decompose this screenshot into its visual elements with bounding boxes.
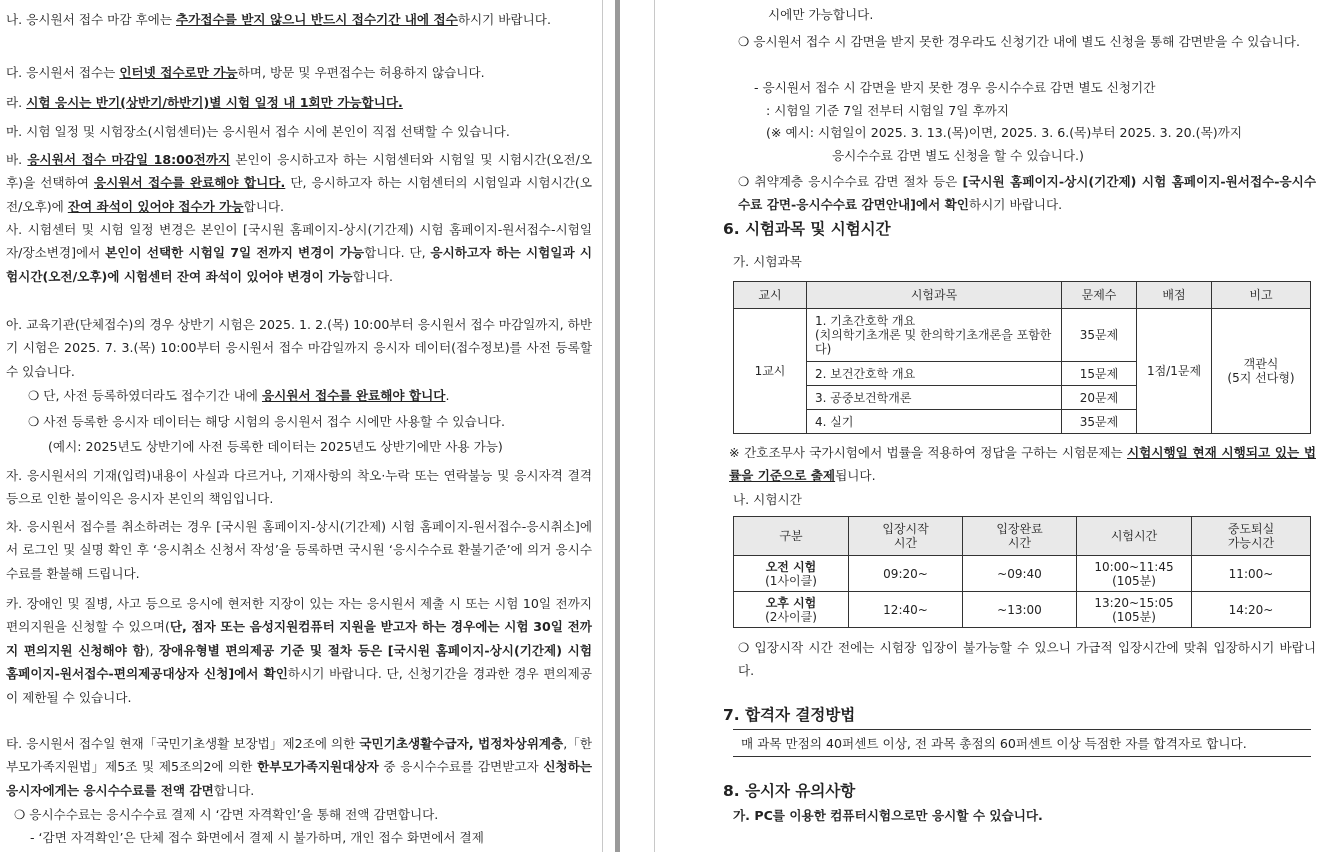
item-a: 아. 교육기관(단체접수)의 경우 상반기 시험은 2025. 1. 2.(목) 10:00부터 응시원서 접수 마감일까지, 하반기 시험은 2025. 7. 3.(목) 10:00부터 응시원서 접수 마감일까지 응시자 데이터(접수정보)를 사전 등록할 수 있습니다. — [6, 317, 592, 379]
cell-leave: 14:20~ — [1192, 592, 1311, 628]
th-leave: 중도퇴실 가능시간 — [1192, 517, 1311, 556]
margin-guide — [602, 0, 603, 852]
cell-entry-start: 12:40~ — [849, 592, 963, 628]
bullet-procedure: ❍ 취약계층 응시수수료 감면 절차 등은 [국시원 홈페이지-상시(기간제) 시험 홈페이지-원서접수-응시수수료 감면-응시수수료 감면안내]에서 확인하시기 바랍니다. — [738, 174, 1316, 213]
cell-note: 객관식 (5지 선다형) — [1212, 309, 1311, 434]
item-a-bullet2: ❍ 사전 등록한 응시자 데이터는 해당 시험의 응시원서 접수 시에만 사용할 수 있습니다. — [28, 414, 505, 429]
cell-leave: 11:00~ — [1192, 556, 1311, 592]
cell-session: 1교시 — [734, 309, 807, 434]
cell-session-name: 오전 시험 (1사이클) — [734, 556, 849, 592]
cell-count: 35문제 — [1062, 309, 1137, 362]
cell-subject: 2. 보건간호학 개요 — [807, 362, 1062, 386]
cell-score: 1점/1문제 — [1137, 309, 1212, 434]
cell-count: 35문제 — [1062, 410, 1137, 434]
th-note: 비고 — [1212, 282, 1311, 309]
subsection-times: 나. 시험시간 — [733, 492, 802, 507]
right-page — [620, 0, 1340, 852]
reduction-example-cont: 응시수수료 감면 별도 신청을 할 수 있습니다.) — [832, 148, 1084, 163]
th-session: 교시 — [734, 282, 807, 309]
cell-entry-end: ~09:40 — [963, 556, 1077, 592]
th-entry-start: 입장시작 시간 — [849, 517, 963, 556]
item-sa: 사. 시험센터 및 시험 일정 변경은 본인이 [국시원 홈페이지-상시(기간제) 시험 홈페이지-원서접수-시험일자/장소변경]에서 본인이 선택한 시험일 7일 전까지 변경이 가능합니다. 단, 응시하고자 하는 시험일과 시험시간(오전/오후)에 시험센터 잔여 좌석이 있어야 변경이 가능합니다. — [6, 222, 592, 284]
reduction-example: (※ 예시: 시험일이 2025. 3. 13.(목)이면, 2025. 3. 6.(목)부터 2025. 3. 20.(목)까지 — [766, 125, 1242, 140]
item-ka: 카. 장애인 및 질병, 사고 등으로 응시에 현저한 지장이 있는 자는 응시원서 제출 시 또는 시험 10일 전까지 편의지원을 신청할 수 있으며(단, 점자 또는 음성지원컴퓨터 지원을 받고자 하는 경우에는 시험 30일 전까지 편의지원 신청해야 함), 장애유형별 편의제공 기준 및 절차 등은 [국시원 홈페이지-상시(기간제) 시험 홈페이지-원서접수-편의제공대상자 신청]에서 확인하시기 바랍니다. 단, 신청기간을 경과한 경우 편의제공이 제한될 수 있습니다. — [6, 596, 592, 705]
cell-entry-end: ~13:00 — [963, 592, 1077, 628]
cell-subject: 3. 공중보건학개론 — [807, 386, 1062, 410]
left-page — [0, 0, 615, 852]
item-ta-sub: - ‘감면 자격확인’은 단체 접수 화면에서 결제 시 불가하며, 개인 접수 화면에서 결제 — [30, 830, 484, 845]
th-type: 구분 — [734, 517, 849, 556]
entry-note: ❍ 입장시작 시간 전에는 시험장 입장이 불가능할 수 있으니 가급적 입장시간에 맞춰 입장하시기 바랍니다. — [738, 640, 1316, 679]
bullet-reduction: ❍ 응시원서 접수 시 감면을 받지 못한 경우라도 신청기간 내에 별도 신청을 통해 감면받을 수 있습니다. — [738, 34, 1300, 49]
cell-count: 15문제 — [1062, 362, 1137, 386]
cell-entry-start: 09:20~ — [849, 556, 963, 592]
item-ma: 마. 시험 일정 및 시험장소(시험센터)는 응시원서 접수 시에 본인이 직접 선택할 수 있습니다. — [6, 124, 510, 139]
cell-session-name: 오후 시험 (2사이클) — [734, 592, 849, 628]
cell-count: 20문제 — [1062, 386, 1137, 410]
item-da: 다. 응시원서 접수는 인터넷 접수로만 가능하며, 방문 및 우편접수는 허용하지 않습니다. — [6, 65, 485, 80]
item-ja: 자. 응시원서의 기재(입력)내용이 사실과 다르거나, 기재사항의 착오·누락 또는 연락불능 및 응시자격 결격 등으로 인한 불이익은 응시자 본인의 책임입니다. — [6, 468, 592, 507]
reduction-range: : 시험일 기준 7일 전부터 시험일 7일 후까지 — [766, 103, 1009, 118]
item-na: 나. 응시원서 접수 마감 후에는 추가접수를 받지 않으니 반드시 접수기간 내에 접수하시기 바랍니다. — [6, 12, 551, 27]
cell-subject: 1. 기초간호학 개요 (치의학기초개론 및 한의학기초개론을 포함한다) — [807, 309, 1062, 362]
item-ta-bullet: ❍ 응시수수료는 응시수수료 결제 시 ‘감면 자격확인’을 통해 전액 감면합니다. — [14, 807, 439, 822]
item-ra: 라. 시험 응시는 반기(상반기/하반기)별 시험 일정 내 1회만 가능합니다. — [6, 95, 403, 110]
th-entry-end: 입장완료 시간 — [963, 517, 1077, 556]
reduction-period: - 응시원서 접수 시 감면을 받지 못한 경우 응시수수료 감면 별도 신청기간 — [754, 80, 1156, 95]
item-a-example: (예시: 2025년도 상반기에 사전 등록한 데이터는 2025년도 상반기에만 사용 가능) — [48, 439, 503, 454]
th-count: 문제수 — [1062, 282, 1137, 309]
item-cha: 차. 응시원서 접수를 취소하려는 경우 [국시원 홈페이지-상시(기간제) 시험 홈페이지-원서접수-응시취소]에서 로그인 및 실명 확인 후 ‘응시취소 신청서 작성’을 등록하면 국시원 ‘응시수수료 환불기준’에 의거 응시수수료를 환불해 드립니다. — [6, 519, 592, 581]
section-6-heading: 6. 시험과목 및 시험시간 — [723, 220, 891, 238]
cell-exam-time: 13:20~15:05 (105분) — [1077, 592, 1192, 628]
pass-criteria-box: 매 과목 만점의 40퍼센트 이상, 전 과목 총점의 60퍼센트 이상 득점한 자를 합격자로 합니다. — [733, 729, 1311, 757]
item-ba: 바. 응시원서 접수 마감일 18:00전까지 본인이 응시하고자 하는 시험센터와 시험일 및 시험시간(오전/오후)을 선택하여 응시원서 접수를 완료해야 합니다. 단, 응시하고자 하는 시험센터의 시험일과 시험시간(오전/오후)에 잔여 좌석이 있어야 접수가 가능합니다. — [6, 152, 593, 214]
pc-only-note: 가. PC를 이용한 컴퓨터시험으로만 응시할 수 있습니다. — [733, 808, 1043, 823]
continued-text: 시에만 가능합니다. — [768, 7, 874, 22]
times-table — [733, 516, 1311, 628]
subsection-subjects: 가. 시험과목 — [733, 254, 802, 269]
item-ta: 타. 응시원서 접수일 현재「국민기초생활 보장법」제2조에 의한 국민기초생활수급자, 법정차상위계층,「한부모가족지원법」제5조 및 제5조의2에 의한 한부모가족지원대상자 중 응시수수료를 감면받고자 신청하는 응시자에게는 응시수수료를 전액 감면합니다. — [6, 736, 593, 798]
subjects-table — [733, 281, 1311, 434]
margin-guide — [654, 0, 655, 852]
section-8-heading: 8. 응시자 유의사항 — [723, 782, 856, 800]
item-a-bullet1: ❍ 단, 사전 등록하였더라도 접수기간 내에 응시원서 접수를 완료해야 합니다. — [28, 388, 450, 403]
th-subject: 시험과목 — [807, 282, 1062, 309]
th-exam-time: 시험시간 — [1077, 517, 1192, 556]
section-7-heading: 7. 합격자 결정방법 — [723, 706, 856, 724]
cell-exam-time: 10:00~11:45 (105분) — [1077, 556, 1192, 592]
law-note: ※ 간호조무사 국가시험에서 법률을 적용하여 정답을 구하는 시험문제는 시험시행일 현재 시행되고 있는 법률을 기준으로 출제됩니다. — [729, 445, 1316, 484]
cell-subject: 4. 실기 — [807, 410, 1062, 434]
th-score: 배점 — [1137, 282, 1212, 309]
